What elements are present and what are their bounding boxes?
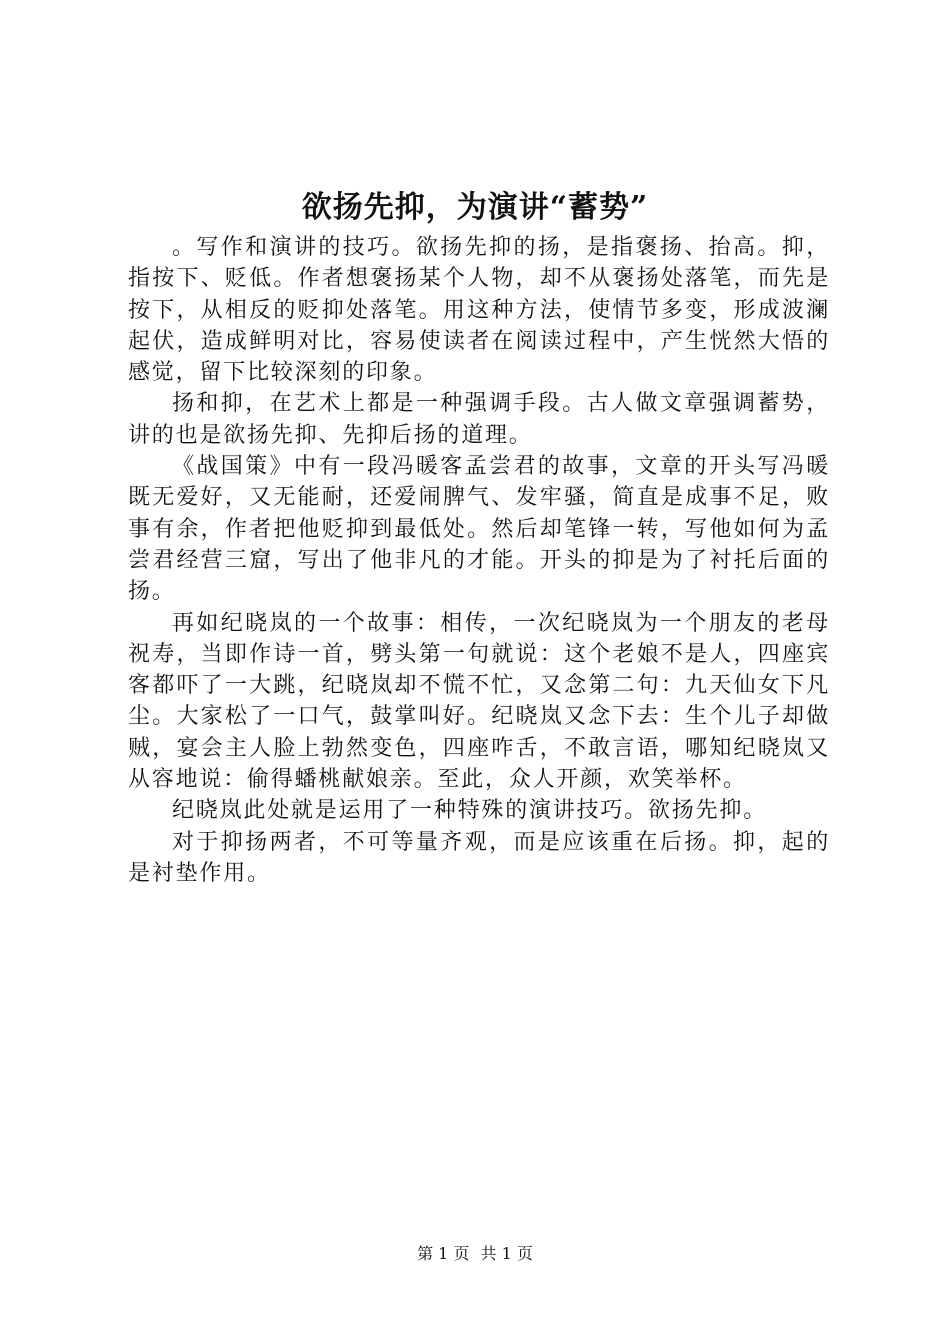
paragraph: 扬和抑，在艺术上都是一种强调手段。古人做文章强调蓄势，讲的也是欲扬先抑、先抑后扬的道理。: [128, 391, 830, 448]
paragraph: 再如纪晓岚的一个故事：相传，一次纪晓岚为一个朋友的老母祝寿，当即作诗一首，劈头第一句就说：这个老娘不是人，四座宾客都吓了一大跳，纪晓岚却不慌不忙，又念第二句：九天仙女下凡尘。大家松了一口气，鼓掌叫好。纪晓岚又念下去：生个儿子却做贼，宴会主人脸上勃然变色，四座咋舌，不敢言语，哪知纪晓岚又从容地说：偷得蟠桃献娘亲。至此，众人开颜，欢笑举杯。: [128, 610, 830, 793]
document-title: 欲扬先抑，为演讲“蓄势”: [301, 190, 649, 225]
paragraph: 对于抑扬两者，不可等量齐观，而是应该重在后扬。抑，起的是衬垫作用。: [128, 829, 830, 886]
paragraph: 。写作和演讲的技巧。欲扬先抑的扬，是指褒扬、抬高。抑，指按下、贬低。作者想褒扬某个人物，却不从褒扬处落笔，而先是按下，从相反的贬抑处落笔。用这种方法，使情节多变，形成波澜起伏，造成鲜明对比，容易使读者在阅读过程中，产生恍然大悟的感觉，留下比较深刻的印象。: [128, 235, 830, 386]
page-total: 共 1 页: [480, 1244, 533, 1263]
paragraph: 《战国策》中有一段冯暖客孟尝君的故事，文章的开头写冯暖既无爱好，又无能耐，还爱闹脾气、发牢骚，简直是成事不足，败事有余，作者把他贬抑到最低处。然后却笔锋一转，写他如何为孟尝君经营三窟，写出了他非凡的才能。开头的抑是为了衬托后面的扬。: [128, 454, 830, 605]
page-footer: [0, 1242, 950, 1266]
page-number: 第 1 页: [417, 1244, 470, 1263]
document-body: [128, 232, 830, 889]
paragraph: 纪晓岚此处就是运用了一种特殊的演讲技巧。欲扬先抑。: [172, 798, 768, 824]
